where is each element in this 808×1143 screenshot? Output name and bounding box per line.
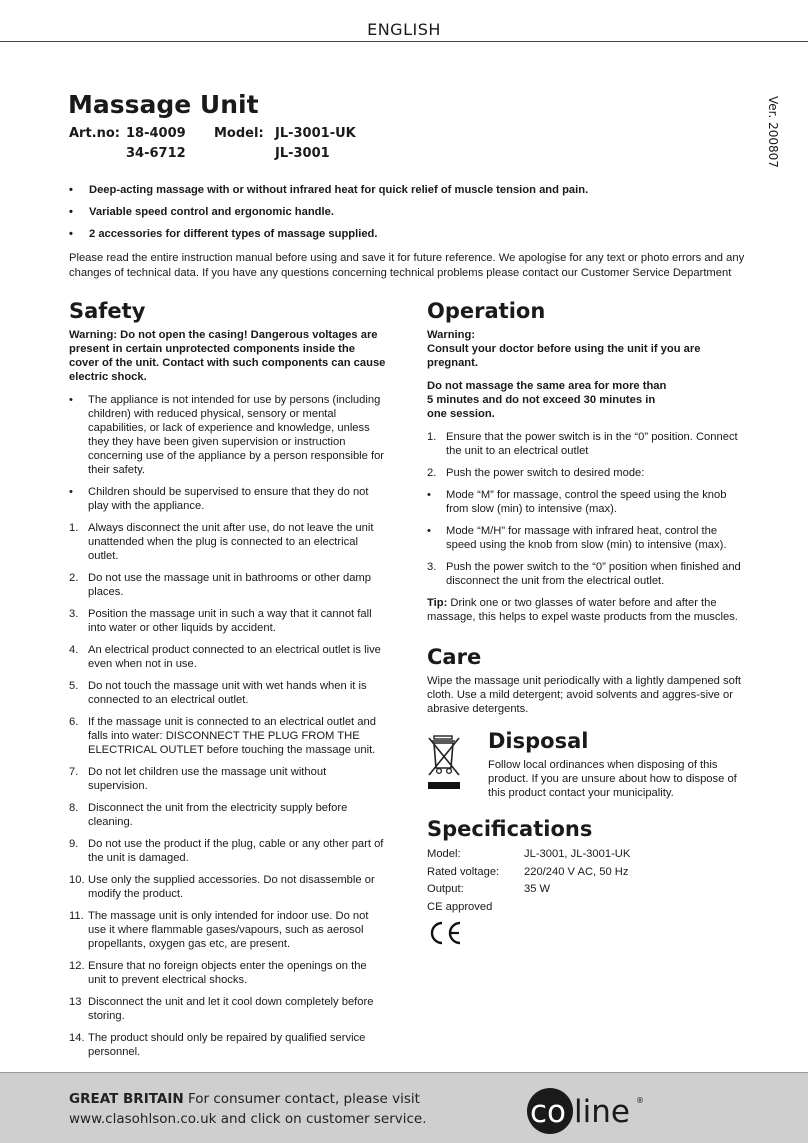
ce-approved-text: CE approved bbox=[427, 900, 493, 913]
safety-numbered-list bbox=[69, 521, 387, 1059]
page-title: Massage Unit bbox=[68, 90, 259, 119]
spec-label: Model: bbox=[427, 848, 461, 860]
logo-registered: ® bbox=[636, 1096, 644, 1105]
safety-item bbox=[69, 679, 387, 707]
feature-item: • Variable speed control and ergonomic handle. bbox=[69, 206, 749, 219]
item-number: 5. bbox=[69, 680, 79, 692]
safety-bullet: • Children should be supervised to ensure that they do not play with the appliance. bbox=[69, 485, 387, 513]
safety-item bbox=[69, 801, 387, 829]
safety-item bbox=[69, 995, 387, 1023]
item-number: 10. bbox=[69, 874, 85, 886]
item-number: 6. bbox=[69, 716, 79, 728]
safety-warning: Warning: Do not open the casing! Dangerous voltages are present in certain unprotected components inside the cover of the unit. Contact with such components can cause electric shock. bbox=[69, 329, 386, 383]
step-text: Push the power switch to desired mode: bbox=[446, 467, 645, 479]
item-text: Use only the supplied accessories. Do not disassemble or modify the product. bbox=[88, 874, 375, 900]
safety-item bbox=[69, 873, 387, 901]
step-text: Ensure that the power switch is in the “0” position. Connect the unit to an electrical outlet bbox=[446, 431, 738, 457]
safety-item bbox=[69, 837, 387, 865]
item-text: Disconnect the unit and let it cool down completely before storing. bbox=[88, 996, 374, 1022]
model-label: Model: bbox=[214, 126, 264, 141]
language-header: ENGLISH bbox=[367, 20, 441, 39]
tip-label: Tip: bbox=[427, 597, 448, 609]
item-text: Do not let children use the massage unit without supervision. bbox=[88, 766, 327, 792]
artno-label: Art.no: bbox=[69, 126, 121, 141]
spec-value: 35 W bbox=[524, 883, 551, 895]
artno-value-1: 18-4009 bbox=[126, 126, 186, 141]
care-heading: Care bbox=[427, 645, 482, 669]
item-number: 1. bbox=[69, 522, 79, 534]
specifications-table bbox=[427, 846, 742, 916]
footer-line-2: www.clasohlson.co.uk and click on customer service. bbox=[69, 1111, 427, 1127]
disposal-text: Follow local ordinances when disposing of this product. If you are unsure about how to dispose of this product contact your municipality. bbox=[488, 759, 737, 799]
operation-step bbox=[427, 466, 742, 480]
safety-item bbox=[69, 715, 387, 757]
operation-steps bbox=[427, 430, 742, 480]
care-text: Wipe the massage unit periodically with a lightly dampened soft cloth. Use a mild detergent; avoid solvents and aggres-sive or abrasive detergents. bbox=[427, 675, 742, 715]
operation-heading: Operation bbox=[427, 299, 546, 323]
item-number: 4. bbox=[69, 644, 79, 656]
feature-list bbox=[69, 184, 749, 250]
item-text: The massage unit is only intended for indoor use. Do not use it where flammable gases/vapours, such as aerosol propellants, oxygen gas etc, are present. bbox=[88, 910, 369, 950]
header-divider bbox=[0, 41, 808, 42]
mode-bullet: • Mode “M/H” for massage with infrared heat, control the speed using the knob from slow (min) to intensive (max). bbox=[427, 524, 742, 552]
item-text: Always disconnect the unit after use, do not leave the unit unattended when the plug is connected to an electrical outlet. bbox=[88, 522, 374, 562]
safety-item bbox=[69, 959, 387, 987]
model-value-1: JL-3001-UK bbox=[275, 126, 356, 141]
operation-duration-warning: Do not massage the same area for more than 5 minutes and do not exceed 30 minutes in one session. bbox=[427, 380, 667, 420]
item-number: 3. bbox=[69, 608, 79, 620]
right-column bbox=[427, 298, 742, 951]
item-text: Do not touch the massage unit with wet hands when it is connected to an electrical outlet. bbox=[88, 680, 367, 706]
spec-row bbox=[427, 846, 742, 864]
item-number: 11. bbox=[69, 910, 84, 922]
item-number: 12. bbox=[69, 960, 85, 972]
disposal-heading: Disposal bbox=[488, 729, 589, 753]
disposal-section bbox=[427, 728, 742, 800]
item-text: Do not use the product if the plug, cable or any other part of the unit is damaged. bbox=[88, 838, 384, 864]
footer-contact bbox=[69, 1089, 427, 1129]
specifications-heading: Specifications bbox=[427, 817, 593, 841]
operation-tip bbox=[427, 596, 742, 624]
footer bbox=[0, 1072, 808, 1143]
item-number: 9. bbox=[69, 838, 79, 850]
safety-item bbox=[69, 909, 387, 951]
spec-label: Rated voltage: bbox=[427, 865, 500, 878]
tip-text: Drink one or two glasses of water before and after the massage, this helps to expel waste products from the muscles. bbox=[427, 597, 738, 623]
item-number: 2. bbox=[69, 572, 79, 584]
feature-item: • Deep-acting massage with or without infrared heat for quick relief of muscle tension and pain. bbox=[69, 184, 749, 197]
safety-heading: Safety bbox=[69, 299, 146, 323]
safety-section bbox=[69, 298, 387, 1067]
crossed-out-wheelie-bin-icon bbox=[427, 734, 461, 790]
operation-warning: Warning: Consult your doctor before using the unit if you are pregnant. bbox=[427, 329, 701, 369]
spec-label: Output: bbox=[427, 883, 464, 895]
footer-line-1: For consumer contact, please visit bbox=[183, 1091, 420, 1107]
step-number: 2. bbox=[427, 467, 437, 479]
item-text: The product should only be repaired by qualified service personnel. bbox=[88, 1032, 366, 1058]
artno-value-2: 34-6712 bbox=[126, 146, 186, 161]
item-text: Position the massage unit in such a way that it cannot fall into water or other liquids by accident. bbox=[88, 608, 372, 634]
feature-item: • 2 accessories for different types of massage supplied. bbox=[69, 228, 749, 241]
safety-item bbox=[69, 765, 387, 793]
intro-paragraph: Please read the entire instruction manual before using and save it for future reference. We apologise for any text or photo errors and any changes of technical data. If you have any questions concerning technical problems please contact our Customer Service Department bbox=[69, 252, 745, 279]
item-text: Disconnect the unit from the electricity supply before cleaning. bbox=[88, 802, 348, 828]
step-number: 3. bbox=[427, 561, 437, 573]
item-number: 8. bbox=[69, 802, 79, 814]
logo-text-co: co bbox=[530, 1094, 567, 1130]
item-text: If the massage unit is connected to an electrical outlet and falls into water: DISCONNECT THE PLUG FROM THE ELECTRICAL OUTLET before touching the massage unit. bbox=[88, 716, 376, 756]
mode-bullets bbox=[427, 488, 742, 552]
safety-item bbox=[69, 643, 387, 671]
safety-item bbox=[69, 1031, 387, 1059]
step-text: Push the power switch to the “0” position when finished and disconnect the unit from the electrical outlet. bbox=[446, 561, 741, 587]
safety-item bbox=[69, 571, 387, 599]
safety-item bbox=[69, 607, 387, 635]
spec-value: 220/240 V AC, 50 Hz bbox=[524, 865, 629, 878]
operation-steps-end bbox=[427, 560, 742, 588]
item-text: Do not use the massage unit in bathrooms or other damp places. bbox=[88, 572, 371, 598]
item-number: 7. bbox=[69, 766, 79, 778]
coline-logo bbox=[524, 1081, 654, 1137]
ce-mark-icon bbox=[427, 920, 463, 946]
mode-bullet: • Mode “M” for massage, control the speed using the knob from slow (min) to intensive (max). bbox=[427, 488, 742, 516]
spec-row bbox=[427, 881, 742, 899]
footer-country: GREAT BRITAIN bbox=[69, 1091, 184, 1107]
safety-item bbox=[69, 521, 387, 563]
operation-step bbox=[427, 430, 742, 458]
item-text: An electrical product connected to an electrical outlet is live even when not in use. bbox=[88, 644, 381, 670]
item-number: 14. bbox=[69, 1032, 85, 1044]
safety-bullets bbox=[69, 393, 387, 513]
logo-text-line: line bbox=[574, 1094, 630, 1130]
safety-bullet: • The appliance is not intended for use by persons (including children) with reduced physical, sensory or mental capabilities, or lack of experience and knowledge, unless they they have been given supervision or instruction concerning use of the appliance by a person responsible for their safety. bbox=[69, 393, 387, 477]
version-label: Ver. 200807 bbox=[766, 96, 780, 168]
spec-value: JL-3001, JL-3001-UK bbox=[524, 848, 631, 860]
step-number: 1. bbox=[427, 431, 437, 443]
item-number: 13 bbox=[69, 996, 82, 1008]
spec-row bbox=[427, 864, 742, 882]
operation-step bbox=[427, 560, 742, 588]
model-value-2: JL-3001 bbox=[275, 146, 330, 161]
item-text: Ensure that no foreign objects enter the openings on the unit to prevent electrical shocks. bbox=[88, 960, 367, 986]
